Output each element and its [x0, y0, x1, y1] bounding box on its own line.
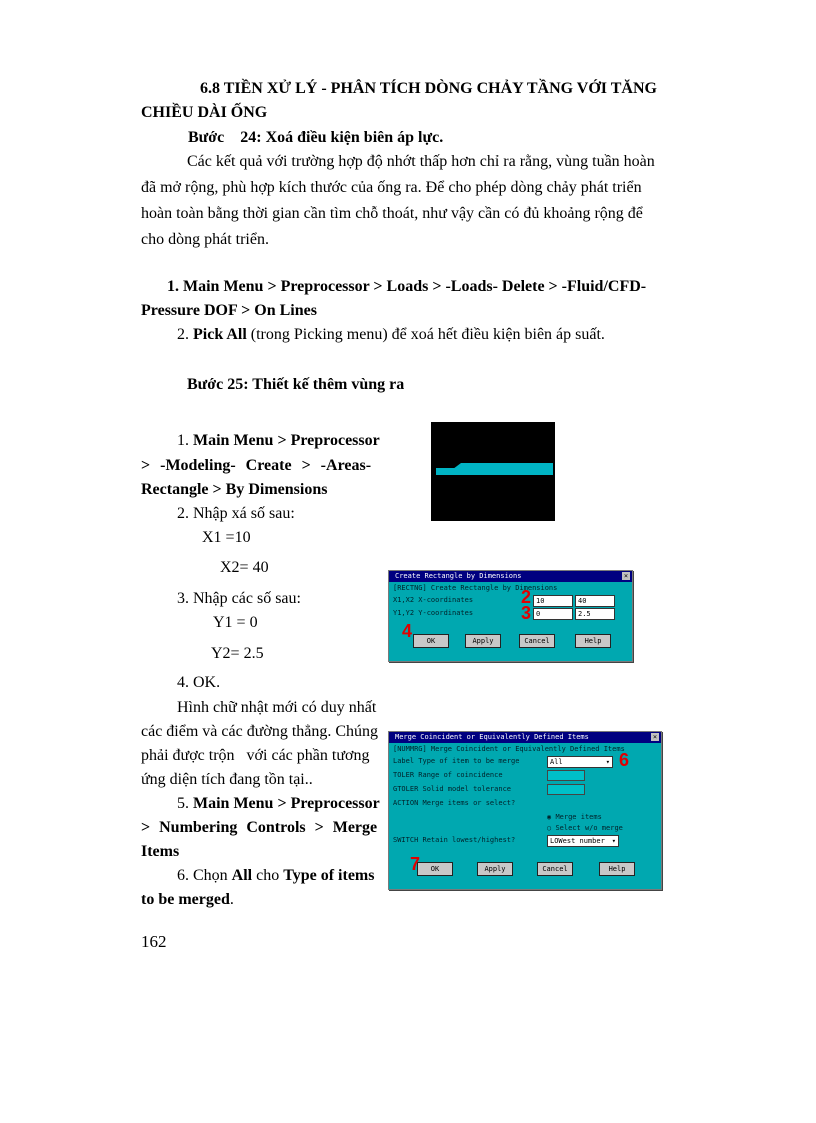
toler-input[interactable]	[547, 770, 585, 781]
close-icon[interactable]: ×	[623, 572, 629, 580]
para1-line1: Các kết quả với trường hợp độ nhớt thấp hơn chỉ ra rằng, vùng tuần hoàn	[187, 153, 655, 170]
close-icon[interactable]: ×	[652, 733, 658, 741]
page-number: 162	[141, 932, 167, 951]
y2-value-text: Y2= 2.5	[211, 645, 264, 662]
cancel-button[interactable]: Cancel	[519, 634, 555, 648]
step25-item6-line1: 6. Chọn All cho Type of items	[177, 867, 375, 884]
step25-item5-line3: Items	[141, 843, 180, 860]
callout-6: 6	[619, 750, 630, 770]
gtoler-input[interactable]	[547, 784, 585, 795]
step24-item2: 2. Pick All (trong Picking menu) để xoá hết điều kiện biên áp suất.	[177, 326, 605, 343]
para2-line3: phải được trộn với các phần tương	[141, 747, 370, 764]
dialog-title-bar: Merge Coincident or Equivalently Defined Items ×	[389, 732, 661, 743]
toler-label: TOLER Range of coincidence	[393, 771, 503, 779]
chevron-down-icon: ▾	[611, 837, 616, 845]
y1-value-text: Y1 = 0	[213, 614, 258, 631]
dialog-header: [RECTNG] Create Rectangle by Dimensions	[393, 584, 558, 592]
step25-item5-line1: 5. Main Menu > Preprocessor	[177, 795, 380, 812]
dialog-title-bar: Create Rectangle by Dimensions ×	[389, 571, 632, 582]
pipe-step-shape	[453, 463, 553, 469]
step24-title: Bước 24: Xoá điều kiện biên áp lực.	[188, 129, 444, 146]
type-of-items-select[interactable]: All ▾	[547, 756, 613, 768]
step25-item2: 2. Nhập xá số sau:	[177, 505, 295, 522]
create-rectangle-dialog	[388, 570, 633, 662]
step24-item1-line1: 1. Main Menu > Preprocessor > Loads > -Loads- Delete > -Fluid/CFD-	[167, 278, 647, 295]
x2-input[interactable]: 40	[575, 595, 615, 607]
pipe-area-shape	[436, 468, 553, 475]
callout-7: 7	[410, 854, 421, 874]
model-preview-image	[431, 422, 555, 521]
step25-item1-line2: > -Modeling- Create > -Areas-	[141, 457, 372, 474]
step24-item1-line2: Pressure DOF > On Lines	[141, 302, 317, 319]
step25-item5-line2: > Numbering Controls > Merge	[141, 819, 378, 836]
para1-line2: đã mở rộng, phù hợp kích thước của ống ra. Để cho phép dòng chảy phát triển	[141, 179, 642, 196]
radio-selected-icon: ◉	[547, 813, 552, 821]
x1-value-text: X1 =10	[202, 529, 251, 546]
step25-item4: 4. OK.	[177, 674, 221, 691]
dialog-header: [NUMMRG] Merge Coincident or Equivalently Defined Items	[393, 745, 625, 753]
help-button[interactable]: Help	[599, 862, 635, 876]
section-heading-line1: 6.8 TIỀN XỬ LÝ - PHÂN TÍCH DÒNG CHẢY TẦNG VỚI TĂNG	[200, 80, 657, 97]
ok-button[interactable]: OK	[413, 634, 449, 648]
radio-empty-icon: ○	[547, 824, 552, 832]
step25-item6-line2: to be merged.	[141, 891, 234, 908]
x2-value-text: X2= 40	[220, 559, 269, 576]
ok-button[interactable]: OK	[417, 862, 453, 876]
para2-line4: ứng diện tích đang tồn tại..	[141, 771, 313, 788]
para2-line2: các điểm và các đường thẳng. Chúng	[141, 723, 379, 740]
callout-3: 3	[521, 603, 532, 623]
step25-item1-line1: 1. Main Menu > Preprocessor	[177, 432, 380, 449]
help-button[interactable]: Help	[575, 634, 611, 648]
merge-items-radio[interactable]: ◉ Merge items	[547, 813, 602, 821]
para2-line1: Hình chữ nhật mới có duy nhất	[177, 699, 377, 716]
callout-2: 2	[521, 587, 532, 607]
apply-button[interactable]: Apply	[465, 634, 501, 648]
cancel-button[interactable]: Cancel	[537, 862, 573, 876]
select-without-merge-radio[interactable]: ○ Select w/o merge	[547, 824, 623, 832]
x1-input[interactable]: 10	[533, 595, 573, 607]
switch-select[interactable]: LOWest number ▾	[547, 835, 619, 847]
para1-line4: cho dòng phát triển.	[141, 231, 269, 248]
y1-input[interactable]: 0	[533, 608, 573, 620]
y-coordinates-label: Y1,Y2 Y-coordinates	[393, 609, 474, 617]
chevron-down-icon: ▾	[605, 758, 610, 766]
gtoler-label: GTOLER Solid model tolerance	[393, 785, 512, 793]
switch-label: SWITCH Retain lowest/highest?	[393, 836, 516, 844]
step25-title: Bước 25: Thiết kế thêm vùng ra	[187, 376, 405, 393]
label-type-label: Label Type of item to be merge	[393, 757, 520, 765]
step25-item1-line3: Rectangle > By Dimensions	[141, 481, 328, 498]
action-label: ACTION Merge items or select?	[393, 799, 516, 807]
section-heading-line2: CHIỀU DÀI ỐNG	[141, 104, 268, 121]
apply-button[interactable]: Apply	[477, 862, 513, 876]
callout-4: 4	[402, 621, 413, 641]
y2-input[interactable]: 2.5	[575, 608, 615, 620]
merge-items-dialog	[388, 731, 662, 890]
para1-line3: hoàn toàn bằng thời gian cần tìm chỗ thoát, như vậy cần có đủ khoảng rộng để	[141, 205, 643, 222]
step25-item3: 3. Nhập các số sau:	[177, 590, 301, 607]
pick-all-label: Pick All	[193, 326, 247, 343]
x-coordinates-label: X1,X2 X-coordinates	[393, 596, 474, 604]
